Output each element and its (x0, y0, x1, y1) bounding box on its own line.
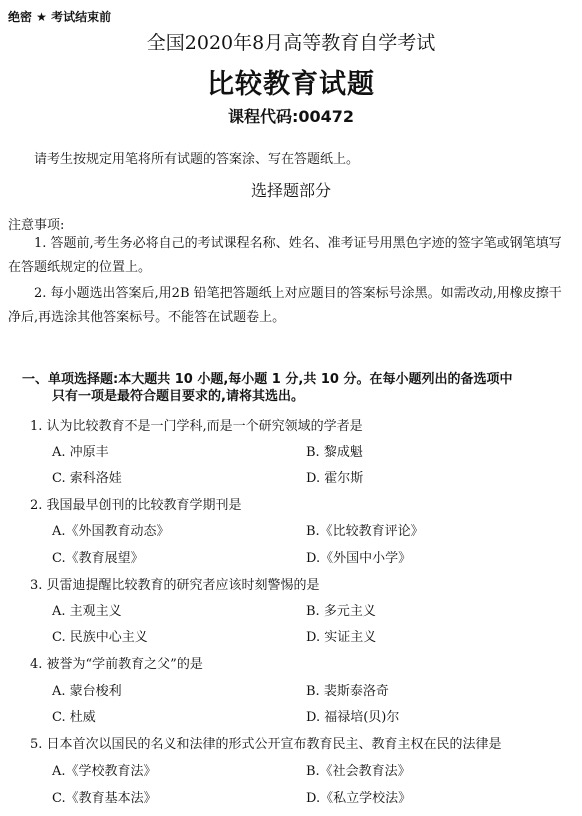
section-title: 选择题部分 (250, 181, 331, 200)
paper-title: 比较教育试题 (207, 69, 375, 100)
question-3-option-a: A. 主观主义 (52, 604, 122, 619)
question-5-stem: 5. 日本首次以国民的名义和法律的形式公开宣布教育民主、教育主权在民的法律是 (30, 737, 502, 752)
question-3-option-d: D. 实证主义 (306, 630, 377, 645)
question-2-option-c: C.《教育展望》 (52, 551, 144, 566)
question-2-option-d: D.《外国中小学》 (306, 551, 412, 566)
question-1-option-b: B. 黎成魁 (306, 445, 363, 460)
question-3-option-c: C. 民族中心主义 (52, 630, 148, 645)
question-5-option-d: D.《私立学校法》 (306, 791, 412, 806)
question-4-option-a: A. 蒙台梭利 (52, 684, 122, 699)
question-4-option-d: D. 福禄培(贝)尔 (306, 710, 400, 725)
question-5-option-b: B.《社会教育法》 (306, 764, 411, 779)
secret-mark: 绝密 ★ 考试结束前 (8, 10, 112, 24)
notice-item-2: 2. 每小题选出答案后,用2B 铅笔把答题纸上对应题目的答案标号涂黑。如需改动,用橡皮擦干净后,再选涂其他答案标号。不能答在试题卷上。 (8, 286, 562, 325)
question-2-option-a: A.《外国教育动态》 (52, 524, 170, 539)
notice-heading: 注意事项: (8, 218, 65, 233)
question-1-option-d: D. 霍尔斯 (306, 471, 364, 486)
question-2-stem: 2. 我国最早创刊的比较教育学期刊是 (30, 498, 242, 513)
question-5-option-a: A.《学校教育法》 (52, 764, 157, 779)
part-one-heading-line2: 只有一项是最符合题目要求的,请将其选出。 (52, 389, 304, 404)
question-1-option-c: C. 索科洛娃 (52, 471, 122, 486)
question-4-option-c: C. 杜威 (52, 710, 96, 725)
question-2-option-b: B.《比较教育评论》 (306, 524, 424, 539)
question-5-option-c: C.《教育基本法》 (52, 791, 157, 806)
question-1-stem: 1. 认为比较教育不是一门学科,而是一个研究领域的学者是 (30, 419, 363, 434)
notice-item-1: 1. 答题前,考生务必将自己的考试课程名称、姓名、准考证号用黑色字迹的签字笔或钢笔填写在答题纸规定的位置上。 (8, 236, 562, 275)
course-code: 课程代码:00472 (227, 107, 355, 126)
question-4-option-b: B. 裴斯泰洛奇 (306, 684, 389, 699)
exam-title: 全国2020年8月高等教育自学考试 (146, 32, 436, 54)
question-4-stem: 4. 被誉为“学前教育之父”的是 (30, 657, 203, 672)
question-1-option-a: A. 冲原丰 (52, 445, 109, 460)
part-one-heading (22, 371, 570, 405)
question-3-stem: 3. 贝雷迪提醒比较教育的研究者应该时刻警惕的是 (30, 578, 320, 593)
question-3-option-b: B. 多元主义 (306, 604, 376, 619)
part-one-heading-line1: 一、单项选择题:本大题共 10 小题,每小题 1 分,共 10 分。在每小题列出的备选项中 (22, 372, 513, 387)
general-instruction: 请考生按规定用笔将所有试题的答案涂、写在答题纸上。 (34, 152, 360, 167)
